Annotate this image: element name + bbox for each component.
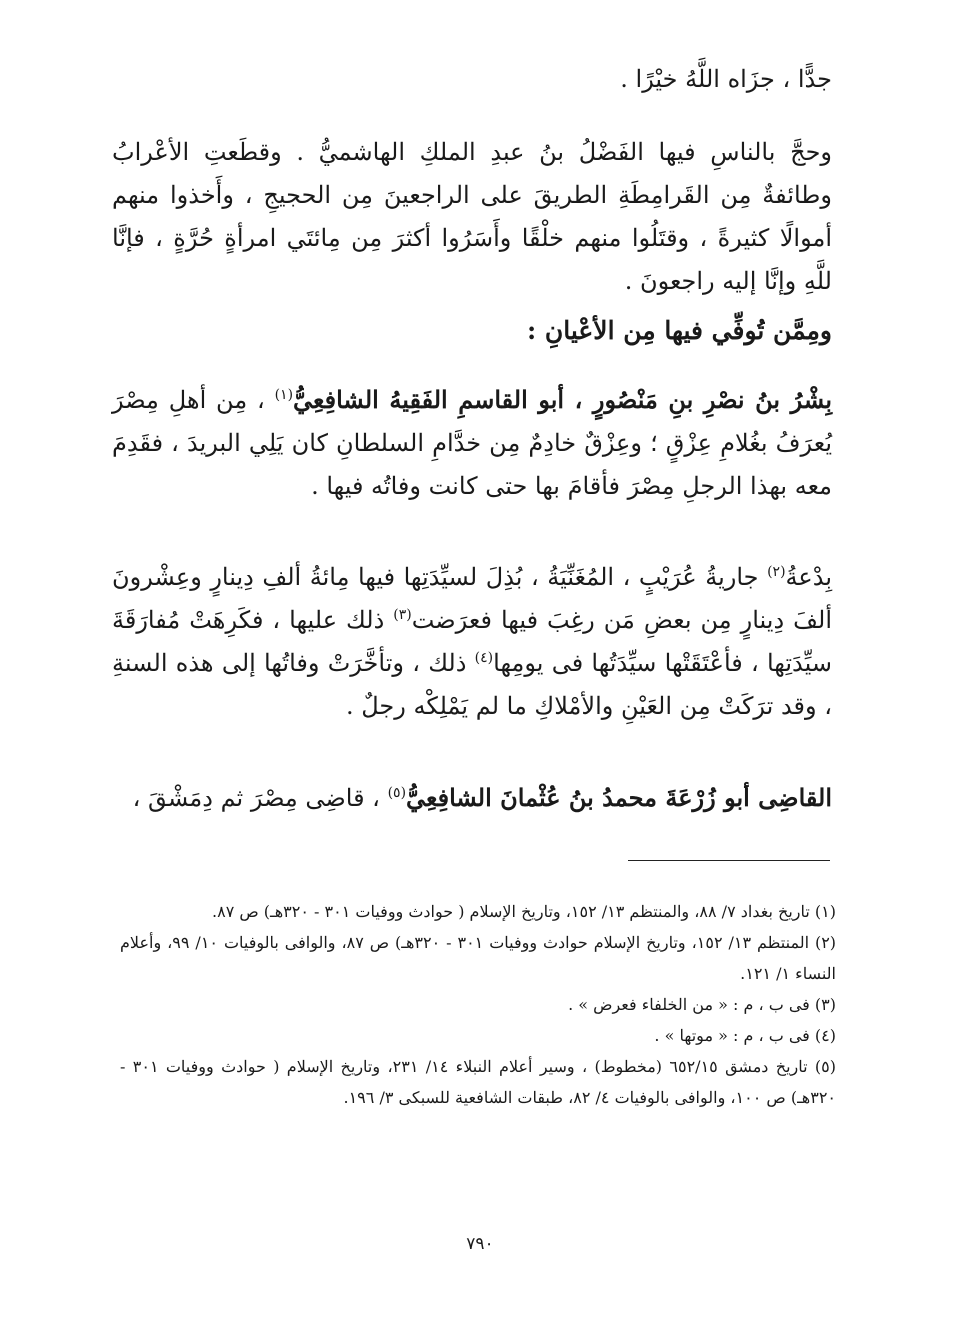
paragraph-hajj xyxy=(112,131,832,303)
page-number: ٧٩٠ xyxy=(466,1234,494,1254)
footnote-ref-2: (٢) xyxy=(767,564,786,580)
footnote-3: (٣) فى ب ، م : « من الخلفاء فعرض » . xyxy=(568,995,836,1014)
footnote-ref-1: (١) xyxy=(274,387,294,403)
footnote-ref-3: (٣) xyxy=(393,607,412,623)
section-heading xyxy=(112,309,832,353)
entry-bidaa xyxy=(112,556,832,728)
entry-bishr-text: ، مِن أهلِ مِصْرَ يُعرَفُ بغُلامِ عِزْقٍ ؛ وعِزْقٌ خادِمٌ مِن خدَّامِ السلطانِ كان يَلِي البريدَ ، فقَدِمَ معه بهذا الرجلِ مِصْرَ فأقامَ بها حتى كانت وفاتُه فيها . xyxy=(112,386,832,500)
footnote-ref-4: (٤) xyxy=(474,650,494,666)
entry-abu-zura-name: القاضِى أبو زُرْعَةَ محمدُ بنُ عُثْمانَ الشافِعِيُّ xyxy=(406,783,832,812)
footnote-2: (٢) المنتظم ١٣/ ١٥٢، وتاريخ الإسلام حوادث ووفيات ٣٠١ - ٣٢٠هـ) ص ٨٧، والوافى بالوفيات ١٠/ ٩٩، وأعلام النساء ١/ ١٢١. xyxy=(120,933,837,983)
section-heading-text: ومِمَّن تُوفِّي فيها مِن الأعْيانِ : xyxy=(526,316,832,345)
entry-bidaa-name: بِدْعةُ xyxy=(785,563,832,591)
footnote-separator xyxy=(628,860,830,861)
footnote-1: (١) تاريخ بغداد ٧/ ٨٨، والمنتظم ١٣/ ١٥٢، وتاريخ الإسلام ( حوادث ووفيات ٣٠١ - ٣٢٠هـ) ص ٨٧. xyxy=(212,902,836,921)
entry-bishr-name: بِشْرُ بنُ نصْرِ بنِ مَنْصُورٍ ، أبو القاسمِ الفَقِيهُ الشافِعِيُّ xyxy=(293,385,832,414)
footnote-ref-5: (٥) xyxy=(387,785,407,801)
entry-abu-zura-text: ، قاضِى مِصْرَ ثم دِمَشْقَ ، xyxy=(132,784,388,812)
entry-bishr xyxy=(112,378,832,508)
entry-abu-zura xyxy=(112,776,832,820)
entry-bidaa-text-1: جاريةُ عُرَيْبٍ ، المُغَنِّيَةُ ، بُذِلَ لسيِّدَتِها فيها مِائةُ ألفِ دِينارٍ وعِشْرونَ ألفَ دِينارٍ مِن بعضِ مَن رغِبَ فيها فعرَضت xyxy=(112,563,832,634)
footnote-4: (٤) فى ب ، م : « موتها » . xyxy=(654,1026,836,1045)
entry-bidaa-text-2: ذلك عليها ، فكَرِهَتْ مُفارَقَةَ سيِّدَتِها ، فأعْتَقَتْها سيِّدَتُها فى يومِها xyxy=(112,606,832,677)
footnote-5: (٥) تاريخ دمشق ٦٥٢/١٥ (مخطوط) ، وسير أعلام النبلاء ١٤/ ٢٣١، وتاريخ الإسلام ( حوادث ووفيات ٣٠١ - ٣٢٠هـ) ص ١٠٠، والوافى بالوفيات ٤/ ٨٢، طبقات الشافعية للسبكى ٣/ ١٩٦. xyxy=(120,1057,837,1107)
opening-text: جدًّا ، جزَاه اللَّهُ خيْرًا . xyxy=(620,65,832,93)
paragraph-hajj-text: وحجَّ بالناسِ فيها الفَضْلُ بنُ عبدِ الملكِ الهاشميُّ . وقطَعتِ الأعْرابُ وطائفةٌ مِن القَرامِطَةِ الطريقَ على الراجعينَ مِن الحجيجِ ، وأَخذوا منهم أموالًا كثيرةً ، وقتَلُوا منهم خلْقًا وأَسَرُوا أكثرَ مِن مِائتَي امرأةٍ حُرَّةٍ ، فإنَّا للَّهِ وإنَّا إليه راجعونَ . xyxy=(112,138,832,295)
opening-line xyxy=(112,58,832,101)
entry-bidaa-text-3: ذلك ، وتأخَّرَتْ وفاتُها إلى هذه السنةِ ، وقد ترَكَتْ مِن العَيْنِ والأمْلاكِ ما لم يَمْلِكْه رجلٌ . xyxy=(112,649,832,720)
footnotes xyxy=(120,896,836,1113)
